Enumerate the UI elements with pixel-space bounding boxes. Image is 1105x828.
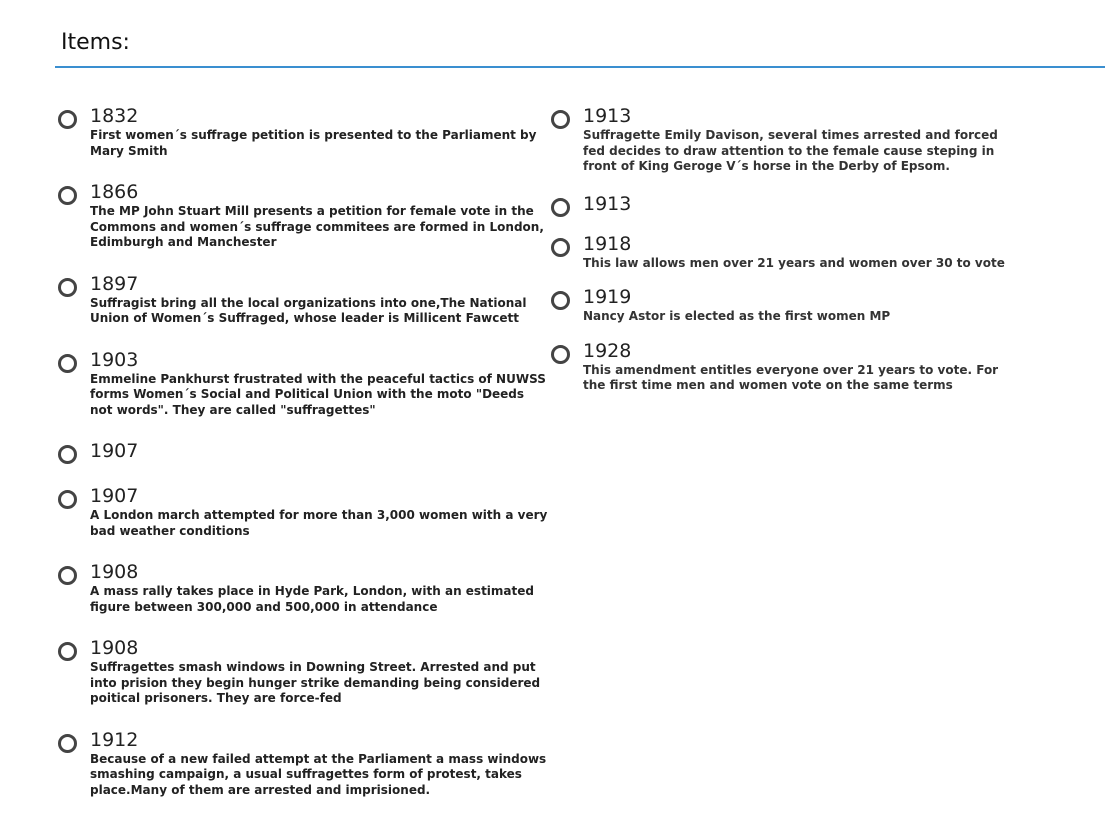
item-year: 1919 [583, 286, 632, 308]
radio-bullet-icon[interactable] [551, 198, 570, 217]
timeline-left-column [58, 104, 548, 798]
item-year: 1918 [583, 232, 632, 255]
item-year: 1832 [90, 105, 139, 127]
radio-bullet-icon[interactable] [551, 110, 570, 129]
item-description: This amendment entitles everyone over 21 years to vote. For the first time men and women vote on the same terms [583, 362, 999, 392]
radio-bullet-icon[interactable] [551, 291, 570, 310]
item-description: A mass rally takes place in Hyde Park, London, with an estimated figure between 300,000 and 500,000 in attendance [90, 584, 534, 614]
item-description: Suffragette Emily Davison, several times arrested and forced fed decides to draw attention to the female cause steping in front of King Geroge V´s horse in the Derby of Epsom. [583, 128, 998, 173]
item-year: 1913 [583, 105, 632, 127]
item-description: This law allows men over 21 years and women over 30 to vote [583, 255, 1005, 270]
radio-bullet-icon[interactable] [58, 642, 77, 661]
radio-bullet-icon[interactable] [58, 490, 77, 509]
item-description: Suffragist bring all the local organizations into one,The National Union of Women´s Suffraged, whose leader is Millicent Fawcett [90, 295, 527, 325]
timeline-item[interactable] [58, 728, 548, 799]
item-description: First women´s suffrage petition is presented to the Parliament by Mary Smith [90, 128, 537, 158]
radio-bullet-icon[interactable] [551, 238, 570, 257]
page-header [55, 0, 1105, 68]
timeline-item[interactable] [58, 180, 548, 251]
item-year: 1907 [90, 485, 139, 507]
item-year: 1897 [90, 272, 139, 295]
item-year: 1907 [90, 440, 139, 462]
radio-bullet-icon[interactable] [58, 186, 77, 205]
timeline-item[interactable] [551, 232, 1021, 272]
radio-bullet-icon[interactable] [58, 354, 77, 373]
item-year: 1908 [90, 637, 139, 659]
item-year: 1903 [90, 348, 139, 371]
timeline-item[interactable] [58, 439, 548, 463]
item-description: Because of a new failed attempt at the Parliament a mass windows smashing campaign, a usual suffragettes form of protest, takes place.Many of them are arrested and imprisioned. [90, 751, 547, 797]
timeline-item[interactable] [58, 348, 548, 419]
timeline-item[interactable] [58, 560, 548, 615]
timeline-item[interactable] [58, 636, 548, 707]
item-description: Emmeline Pankhurst frustrated with the peaceful tactics of NUWSS forms Women´s Social and Political Union with the moto "Deeds not words". They are called "suffragettes" [90, 371, 546, 417]
timeline-item[interactable] [58, 104, 548, 159]
timeline-item[interactable] [551, 285, 1021, 325]
radio-bullet-icon[interactable] [58, 278, 77, 297]
item-year: 1912 [90, 728, 139, 751]
timeline-right-column [551, 104, 1021, 394]
radio-bullet-icon[interactable] [58, 734, 77, 753]
radio-bullet-icon[interactable] [58, 566, 77, 585]
page-title: Items: [61, 30, 130, 55]
item-description: A London march attempted for more than 3,000 women with a very bad weather conditions [90, 508, 548, 538]
timeline-item[interactable] [58, 272, 548, 327]
item-year: 1908 [90, 561, 139, 583]
item-year: 1928 [583, 339, 632, 362]
timeline-item[interactable] [551, 339, 1021, 394]
item-description: Nancy Astor is elected as the first women MP [583, 309, 891, 323]
item-year: 1866 [90, 181, 139, 203]
item-description: The MP John Stuart Mill presents a petition for female vote in the Commons and women´s suffrage commitees are formed in London, Edimburgh and Manchester [90, 204, 544, 249]
radio-bullet-icon[interactable] [58, 445, 77, 464]
radio-bullet-icon[interactable] [58, 110, 77, 129]
item-year: 1913 [583, 192, 632, 215]
timeline-item[interactable] [551, 104, 1021, 175]
timeline-item[interactable] [551, 192, 1021, 216]
timeline-item[interactable] [58, 484, 548, 539]
radio-bullet-icon[interactable] [551, 345, 570, 364]
item-description: Suffragettes smash windows in Downing Street. Arrested and put into prision they begin hunger strike demanding being considered poitical prisoners. They are force-fed [90, 660, 541, 705]
